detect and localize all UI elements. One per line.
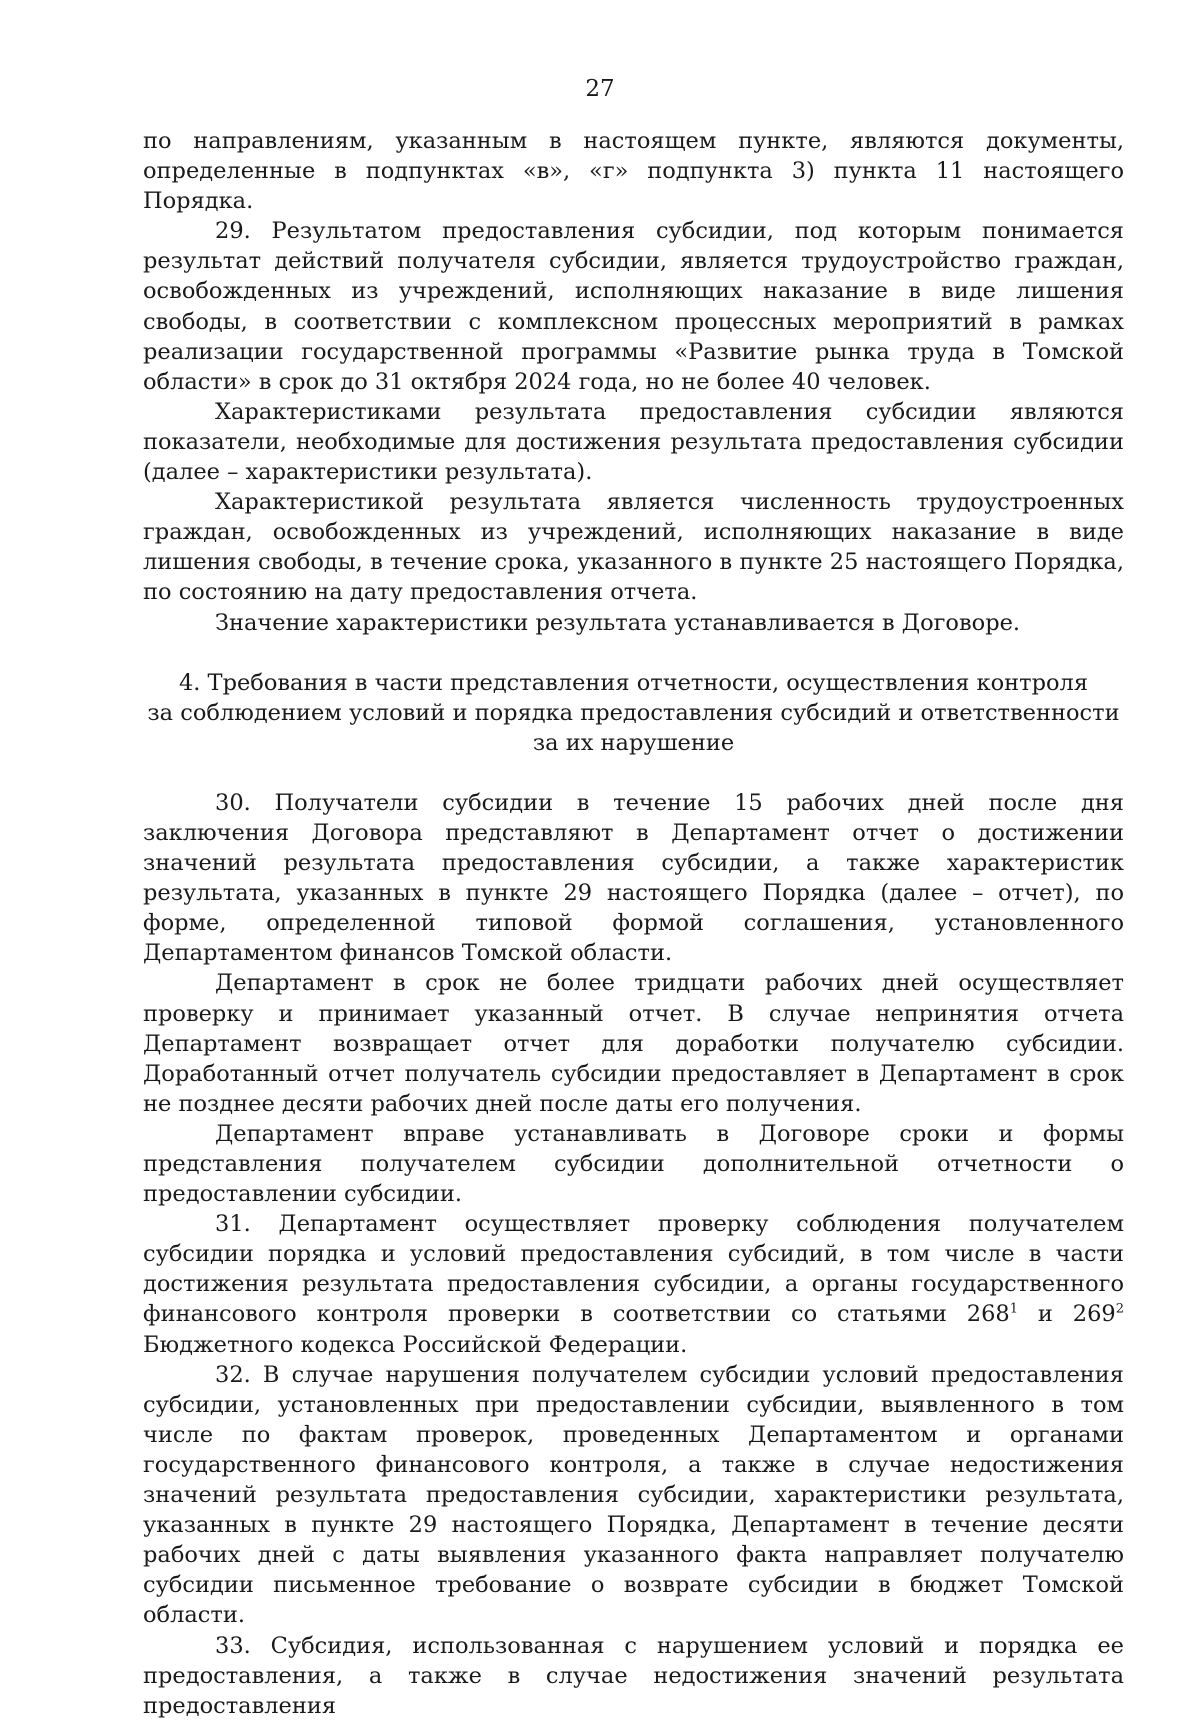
paragraph-30: 30. Получатели субсидии в течение 15 рабочих дней после дня заключения Договора представляют в Департамент отчет о достижении значений результата предоставления субсидии, а также характеристик результата, указанных в пункте 29 настоящего Порядка (далее – отчет), по форме, определенной типовой формой соглашения, установленного Департаментом финансов Томской области. [143, 789, 1124, 967]
paragraph-32: 32. В случае нарушения получателем субсидии условий предоставления субсидии, установленных при предоставлении субсидии, выявленного в том числе по фактам проверок, проведенных Департаментом и органами государственного финансового контроля, а также в случае недостижения значений результата предоставления субсидии, характеристики результата, указанных в пункте 29 настоящего Порядка, Департамент в течение десяти рабочих дней с даты выявления указанного факта направляет получателю субсидии письменное требование о возврате субсидии в бюджет Томской области. [143, 1361, 1124, 1629]
paragraph-characteristics: Характеристиками результата предоставления субсидии являются показатели, необходимые для достижения результата предоставления субсидии (далее – характеристики результата). [143, 398, 1124, 486]
paragraph-29: 29. Результатом предоставления субсидии, под которым понимается результат действий получателя субсидии, является трудоустройство граждан, освобожденных из учреждений, исполняющих наказание в виде лишения свободы, в соответствии с комплексном процессных мероприятий в рамках реализации государственной программы «Развитие рынка труда в Томской области» в срок до 31 октября 2024 года, но не более 40 человек. [143, 218, 1124, 395]
paragraph-characteristic-value: Значение характеристики результата устанавливается в Договоре. [215, 609, 1021, 636]
paragraph-review: Департамент в срок не более тридцати рабочих дней осуществляет проверку и принимает указанный отчет. В случае непринятия отчета Департамент возвращает отчет для доработки получателю субсидии. Доработанный отчет получатель субсидии предоставляет в Департамент в срок не позднее десяти рабочих дней после даты его получения. [143, 970, 1124, 1117]
paragraph-31-text: и 269 [1018, 1301, 1116, 1328]
section-heading [143, 668, 1124, 758]
document-body [143, 126, 1124, 1721]
paragraph-characteristic-definition: Характеристикой результата является численность трудоустроенных граждан, освобожденных из учреждений, исполняющих наказание в виде лишения свободы, в течение срока, указанного в пункте 25 настоящего Порядка, по состоянию на дату предоставления отчета. [143, 489, 1124, 606]
superscript: 2 [1115, 1301, 1125, 1317]
section-heading-line: за их нарушение [532, 729, 735, 756]
superscript: 1 [1009, 1301, 1018, 1317]
paragraph-31 [143, 1209, 1124, 1359]
section-heading-line: 4. Требования в части представления отчетности, осуществления контроля [178, 669, 1089, 696]
paragraph-continuation: по направлениям, указанным в настоящем пункте, являются документы, определенные в подпунктах «в», «г» подпункта 3) пункта 11 настоящего Порядка. [143, 128, 1124, 215]
paragraph-33: 33. Субсидия, использованная с нарушением условий и порядка ее предоставления, а также в случае недостижения значений результата предоставления [143, 1632, 1124, 1719]
page-number: 27 [585, 76, 615, 102]
paragraph-31-text: Бюджетного кодекса Российской Федерации. [143, 1331, 688, 1358]
paragraph-additional-reporting: Департамент вправе устанавливать в Договоре сроки и формы представления получателем субсидии дополнительной отчетности о предоставлении субсидии. [143, 1120, 1124, 1208]
paragraph-31-text: 31. Департамент осуществляет проверку соблюдения получателем субсидии порядка и условий предоставления субсидий, в том числе в части достижения результата предоставления субсидии, а органы государственного финансового контроля проверки в соответствии со статьями 268 [143, 1211, 1124, 1328]
section-heading-line: за соблюдением условий и порядка предоставления субсидий и ответственности [147, 699, 1120, 726]
